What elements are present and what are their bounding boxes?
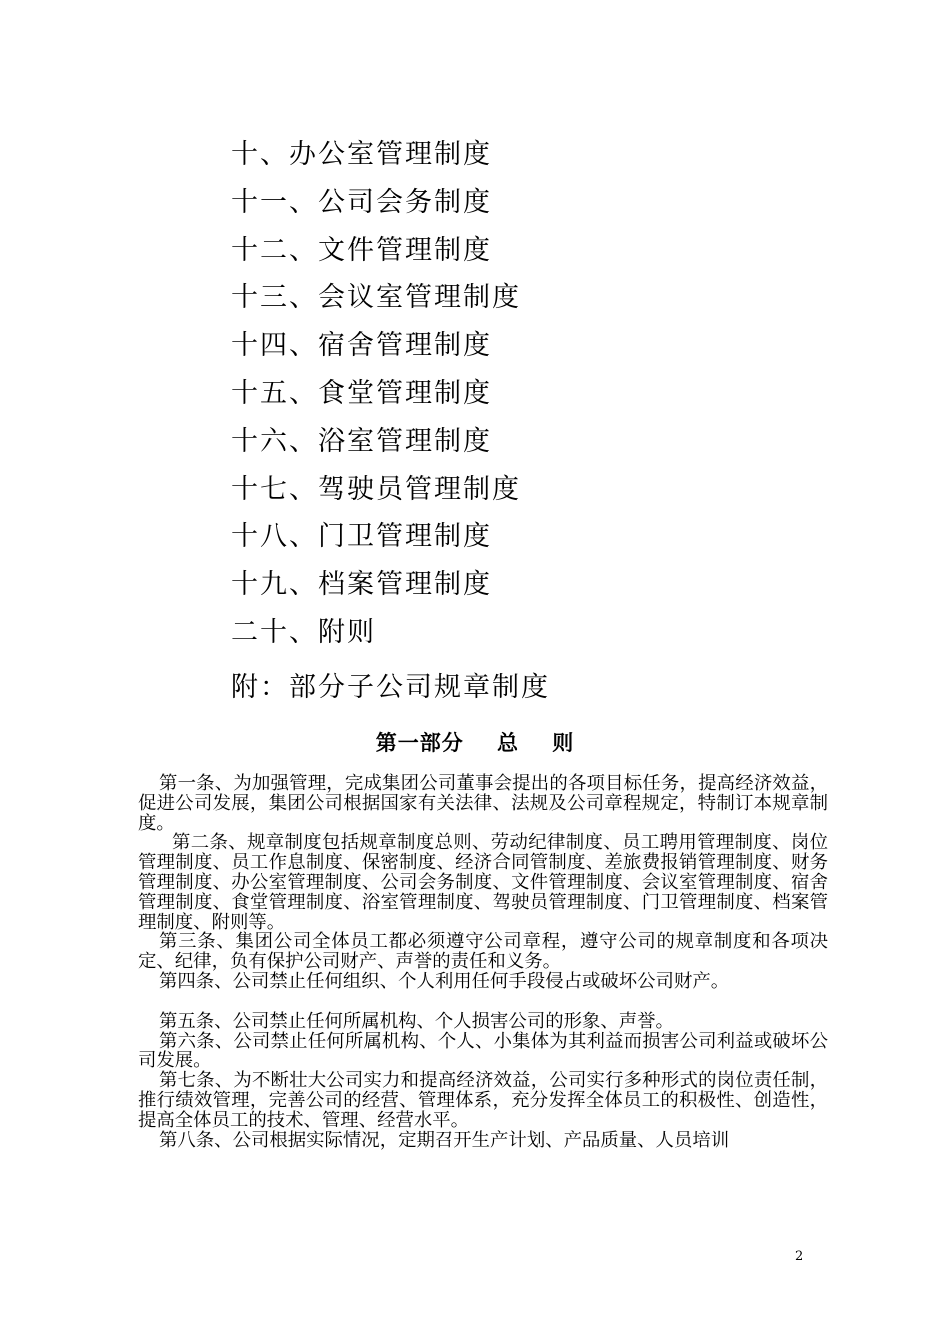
article-4: 第四条、公司禁止任何组织、个人利用任何手段侵占或破坏公司财产。: [159, 970, 730, 992]
article-7: 第七条、为不断壮大公司实力和提高经济效益，公司实行多种形式的岗位责任制，推行绩效管理，完善公司的经营、管理体系，充分发挥全体员工的积极性、创造性，提高全体员工的技术、管理、经营水平。: [138, 1070, 828, 1131]
toc-item: 十三、会议室管理制度: [231, 282, 521, 314]
toc-item: 十五、食堂管理制度: [231, 377, 492, 409]
article-1: 第一条、为加强管理，完成集团公司董事会提出的各项目标任务，提高经济效益，促进公司发展，集团公司根据国家有关法律、法规及公司章程规定，特制订本规章制度。: [138, 773, 828, 834]
article-3: 第三条、集团公司全体员工都必须遵守公司章程，遵守公司的规章制度和各项决定、纪律，负有保护公司财产、声誉的责任和义务。: [138, 931, 828, 973]
toc-item: 十九、档案管理制度: [231, 569, 492, 601]
toc-item: 十一、公司会务制度: [231, 186, 492, 218]
article-5: 第五条、公司禁止任何所属机构、个人损害公司的形象、声誉。: [159, 1010, 674, 1032]
article-8: 第八条、公司根据实际情况，定期召开生产计划、产品质量、人员培训: [159, 1129, 730, 1151]
toc-item: 十七、驾驶员管理制度: [231, 473, 521, 505]
toc-item: 十、办公室管理制度: [231, 139, 492, 170]
section-heading: 第一部分 总 则: [375, 730, 575, 755]
toc-item: 十八、门卫管理制度: [231, 521, 492, 553]
toc-item: 十四、宿舍管理制度: [231, 330, 492, 362]
table-of-contents: [231, 131, 791, 704]
section-body: [138, 774, 828, 1150]
paragraph-gap: [138, 992, 828, 1012]
article-2: 第二条、规章制度包括规章制度总则、劳动纪律制度、员工聘用管理制度、岗位管理制度、员工作息制度、保密制度、经济合同管制度、差旅费报销管理制度、财务管理制度、办公室管理制度、公司会务制度、文件管理制度、会议室管理制度、宿舍管理制度、食堂管理制度、浴室管理制度、驾驶员管理制度、门卫管理制度、档案管理制度、附则等。: [138, 832, 828, 933]
article-6: 第六条、公司禁止任何所属机构、个人、小集体为其利益而损害公司利益或破坏公司发展。: [138, 1030, 828, 1072]
toc-item: 十六、浴室管理制度: [231, 425, 492, 457]
toc-item: 二十、附则: [231, 616, 376, 648]
page-number: 2: [795, 1249, 804, 1264]
toc-appendix: 附：部分子公司规章制度: [231, 671, 550, 703]
toc-item: 十二、文件管理制度: [231, 234, 492, 266]
